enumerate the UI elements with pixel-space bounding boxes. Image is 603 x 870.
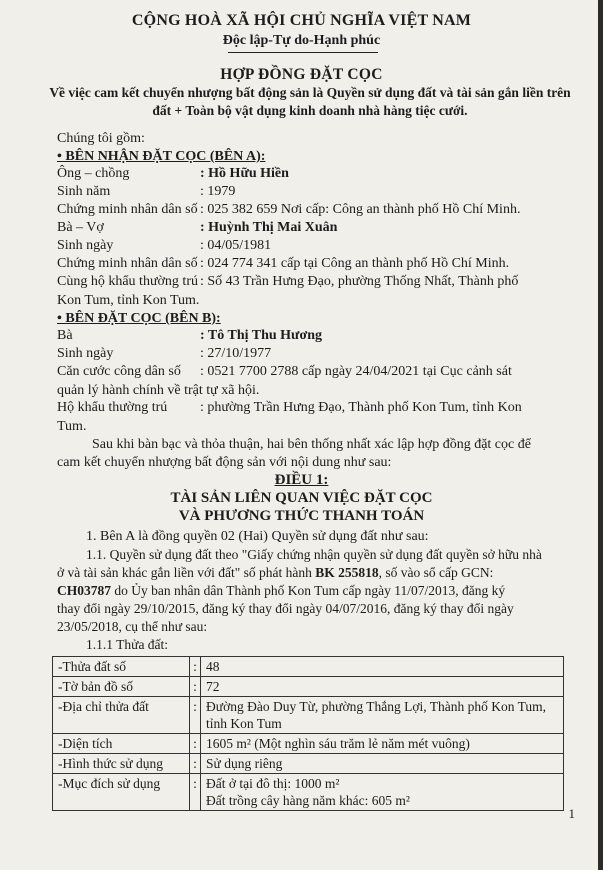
clause-1-1-line-b-post: , số vào sổ cấp GCN: — [378, 565, 494, 580]
article-title-2: VÀ PHƯƠNG THỨC THANH TOÁN — [178, 508, 425, 524]
clause-1-1-line-a: 1.1. Quyền sử dụng đất theo "Giấy chứng nhận quyền sử dụng đất quyền sở hữu nhà — [86, 547, 542, 562]
land-table-row — [53, 697, 564, 734]
clause-1-1-line-c — [57, 582, 505, 600]
party-b-name: : Tô Thị Thu Hương — [200, 328, 322, 343]
party-b-name-label: Bà — [57, 328, 73, 343]
land-row-label: -Diện tích — [53, 734, 190, 754]
land-row-value-text: Đất ở tại đô thị: 1000 m² — [206, 776, 340, 791]
party-b-address-line-1: : phường Trần Hưng Đạo, Thành phố Kon Tum, tỉnh Kon — [200, 400, 522, 415]
husband-birth-label: Sinh năm — [57, 184, 111, 199]
document-title: HỢP ĐỒNG ĐẶT CỌC — [220, 66, 383, 83]
party-b-birth-label: Sinh ngày — [57, 346, 114, 361]
party-b-birth: : 27/10/1977 — [200, 346, 272, 361]
land-row-value — [201, 774, 564, 811]
party-b-address-label: Hộ khẩu thường trú — [57, 400, 168, 415]
party-b-cccd-line-2: quản lý hành chính về trật tự xã hội. — [57, 383, 260, 398]
article-number: ĐIỀU 1: — [274, 472, 329, 488]
land-table-row — [53, 657, 564, 677]
agreement-line-1: Sau khi bàn bạc và thỏa thuận, hai bên thống nhất xác lập hợp đồng đặt cọc để — [92, 437, 531, 452]
national-motto: Độc lập-Tự do-Hạnh phúc — [222, 33, 381, 48]
wife-birth: : 04/05/1981 — [200, 238, 272, 253]
wife-id-label: Chứng minh nhân dân số — [57, 256, 198, 271]
clause-1-1-line-b-pre: ở và tài sản khác gắn liền với đất" số phát hành — [57, 565, 316, 580]
serial-number: BK 255818 — [315, 565, 379, 580]
land-row-separator: : — [190, 754, 201, 774]
husband-label: Ông – chồng — [57, 166, 130, 181]
land-row-label: -Thửa đất số — [53, 657, 190, 677]
land-row-value-text-2: Đất trồng cây hàng năm khác: 605 m² — [206, 793, 410, 808]
clause-1-1-line-b — [57, 564, 493, 582]
land-table-row — [53, 677, 564, 697]
wife-birth-label: Sinh ngày — [57, 238, 114, 253]
clause-1-1-1: 1.1.1 Thửa đất: — [86, 637, 169, 652]
clause-1-1-line-c-post: do Ủy ban nhân dân Thành phố Kon Tum cấp ngày 11/07/2013, đăng ký — [111, 583, 506, 598]
land-table-row — [53, 774, 564, 811]
party-b-cccd-label: Căn cước công dân số — [57, 364, 181, 379]
husband-id-label: Chứng minh nhân dân số — [57, 202, 198, 217]
gcn-number: CH03787 — [57, 583, 111, 598]
husband-name: : Hồ Hữu Hiền — [200, 166, 289, 181]
wife-label: Bà – Vợ — [57, 220, 104, 235]
motto-underline — [228, 52, 378, 53]
household-line-2: Kon Tum, tỉnh Kon Tum. — [57, 293, 200, 308]
document-subject: Về việc cam kết chuyển nhượng bất động sản là Quyền sử dụng đất và tài sản gắn liền trên đất + Toàn bộ vật dụng kinh doanh nhà hàng tiệc cưới. — [49, 85, 571, 118]
party-b-address-line-2: Tum. — [57, 419, 87, 434]
agreement-line-2: cam kết chuyển nhượng bất động sản với nội dung như sau: — [57, 455, 392, 470]
land-row-value-text: 1605 m² (Một nghìn sáu trăm lẻ năm mét vuông) — [206, 736, 470, 751]
party-b-cccd-line-1: : 0521 7700 2788 cấp ngày 24/04/2021 tại Cục cảnh sát — [200, 364, 512, 379]
article-title-1: TÀI SẢN LIÊN QUAN VIỆC ĐẶT CỌC — [170, 490, 433, 506]
party-a-heading: • BÊN NHẬN ĐẶT CỌC (BÊN A): — [57, 149, 266, 164]
land-row-label: -Địa chỉ thửa đất — [53, 697, 190, 734]
husband-id: : 025 382 659 Nơi cấp: Công an thành phố Hồ Chí Minh. — [200, 202, 521, 217]
party-b-heading: • BÊN ĐẶT CỌC (BÊN B): — [57, 311, 221, 326]
land-row-label: -Tờ bản đồ số — [53, 677, 190, 697]
wife-name: : Huỳnh Thị Mai Xuân — [200, 220, 338, 235]
land-table-row — [53, 754, 564, 774]
land-row-separator: : — [190, 657, 201, 677]
clause-1-1-line-e: 23/05/2018, cụ thể như sau: — [57, 619, 208, 634]
land-row-label: -Mục đích sử dụng — [53, 774, 190, 811]
clause-1: 1. Bên A là đồng quyền 02 (Hai) Quyền sử dụng đất như sau: — [86, 529, 429, 544]
land-row-value — [201, 677, 564, 697]
land-info-table — [52, 656, 564, 811]
land-table-row — [53, 734, 564, 754]
land-row-value-text: 72 — [206, 679, 220, 694]
household-label: Cùng hộ khẩu thường trú — [57, 274, 198, 289]
land-row-value — [201, 697, 564, 734]
land-row-value-text: 48 — [206, 659, 220, 674]
page-number: 1 — [568, 806, 575, 821]
husband-birth: : 1979 — [200, 184, 236, 199]
land-row-value — [201, 734, 564, 754]
wife-id: : 024 774 341 cấp tại Công an thành phố Hồ Chí Minh. — [200, 256, 510, 271]
land-row-separator: : — [190, 697, 201, 734]
national-title: CỘNG HOÀ XÃ HỘI CHỦ NGHĨA VIỆT NAM — [131, 12, 472, 29]
household-line-1: : Số 43 Trần Hưng Đạo, phường Thống Nhất, Thành phố — [200, 274, 519, 289]
land-row-value — [201, 657, 564, 677]
clause-1-1-line-d: thay đổi ngày 29/10/2015, đăng ký thay đổi ngày 04/07/2016, đăng ký thay đổi ngày — [57, 601, 514, 616]
land-row-separator: : — [190, 677, 201, 697]
land-row-separator: : — [190, 774, 201, 811]
land-row-value — [201, 754, 564, 774]
land-row-separator: : — [190, 734, 201, 754]
intro-text: Chúng tôi gồm: — [57, 131, 145, 146]
scan-edge — [598, 0, 603, 870]
land-row-label: -Hình thức sử dụng — [53, 754, 190, 774]
land-row-value-text: Sử dụng riêng — [206, 756, 283, 771]
land-row-value-text: Đường Đào Duy Từ, phường Thắng Lợi, Thành phố Kon Tum, tỉnh Kon Tum — [206, 699, 546, 731]
